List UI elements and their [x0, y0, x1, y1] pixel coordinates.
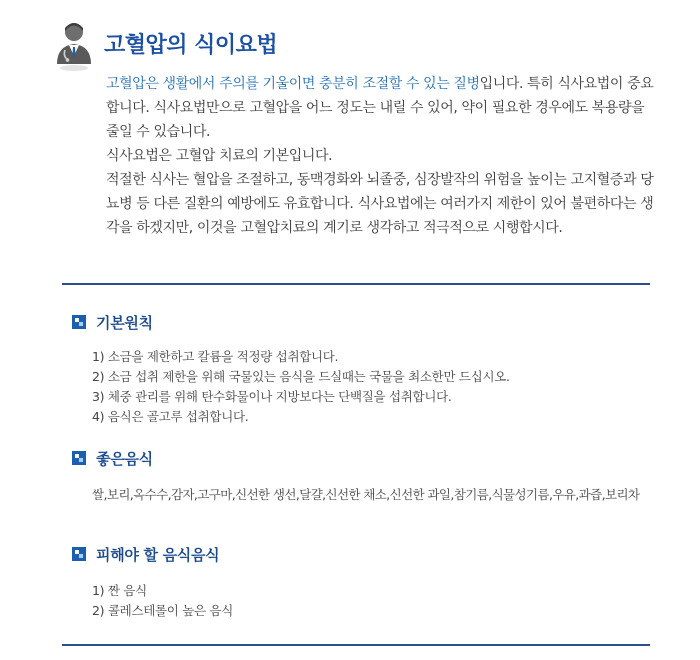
section-avoid-heading	[72, 544, 219, 564]
top-divider	[62, 283, 650, 285]
square-bullet-icon	[72, 547, 86, 561]
square-bullet-icon	[72, 451, 86, 465]
intro-paragraph-3: 적절한 식사는 혈압을 조절하고, 동맥경화와 뇌졸중, 심장발작의 위험을 높이는 고지혈증과 당뇨병 등 다른 질환의 예방에도 유효합니다. 식사요법에는 여러가지 제한이 있어 불편하다는 생각을 하겠지만, 이것을 고혈압치료의 계기로 생각하고 적극적으로 시행합시다.	[106, 172, 654, 236]
square-bullet-icon	[72, 315, 86, 329]
intro-text	[106, 72, 654, 240]
list-item: 3) 체중 관리를 위해 탄수화물이나 지방보다는 단백질을 섭취합니다.	[92, 389, 452, 404]
list-item: 2) 콜레스테롤이 높은 음식	[92, 603, 234, 618]
section-basic-title: 기본원칙	[96, 313, 153, 332]
section-good-title: 좋은음식	[96, 449, 153, 468]
list-item: 1) 소금을 제한하고 칼륨을 적정량 섭취합니다.	[92, 349, 339, 364]
intro-highlight: 고혈압은 생활에서 주의를 기울이면 충분히 조절할 수 있는 질병	[106, 76, 480, 92]
intro-paragraph-1	[106, 72, 654, 144]
list-item: 4) 음식은 골고루 섭취합니다.	[92, 409, 249, 424]
section-basic-heading	[72, 312, 153, 332]
section-good-heading	[72, 448, 153, 468]
bottom-divider	[62, 644, 650, 646]
intro-paragraph-2: 식사요법은 고혈압 치료의 기본입니다.	[106, 148, 333, 164]
doctor-icon	[56, 20, 92, 72]
list-item: 2) 소금 섭취 제한을 위해 국물있는 음식을 드실때는 국물을 최소한만 드십시오.	[92, 369, 510, 384]
basic-principles-list	[92, 347, 510, 427]
avoid-foods-list	[92, 581, 233, 621]
list-item: 1) 짠 음식	[92, 583, 147, 598]
intro-paragraph-1-rest: 입니다. 특히 식사요법이 중요합니다. 식사요법만으로 고혈압을 어느 정도는 내릴 수 있어, 약이 필요한 경우에도 복용량을 줄일 수 있습니다.	[106, 76, 654, 140]
page-title: 고혈압의 식이요법	[104, 33, 278, 58]
good-foods-text: 쌀,보리,옥수수,감자,고구마,신선한 생선,달걀,신선한 채소,신선한 과일,참기름,식물성기름,우유,과즙,보리차	[92, 487, 640, 502]
page-header	[52, 18, 652, 74]
section-avoid-title: 피해야 할 음식음식	[96, 545, 220, 564]
